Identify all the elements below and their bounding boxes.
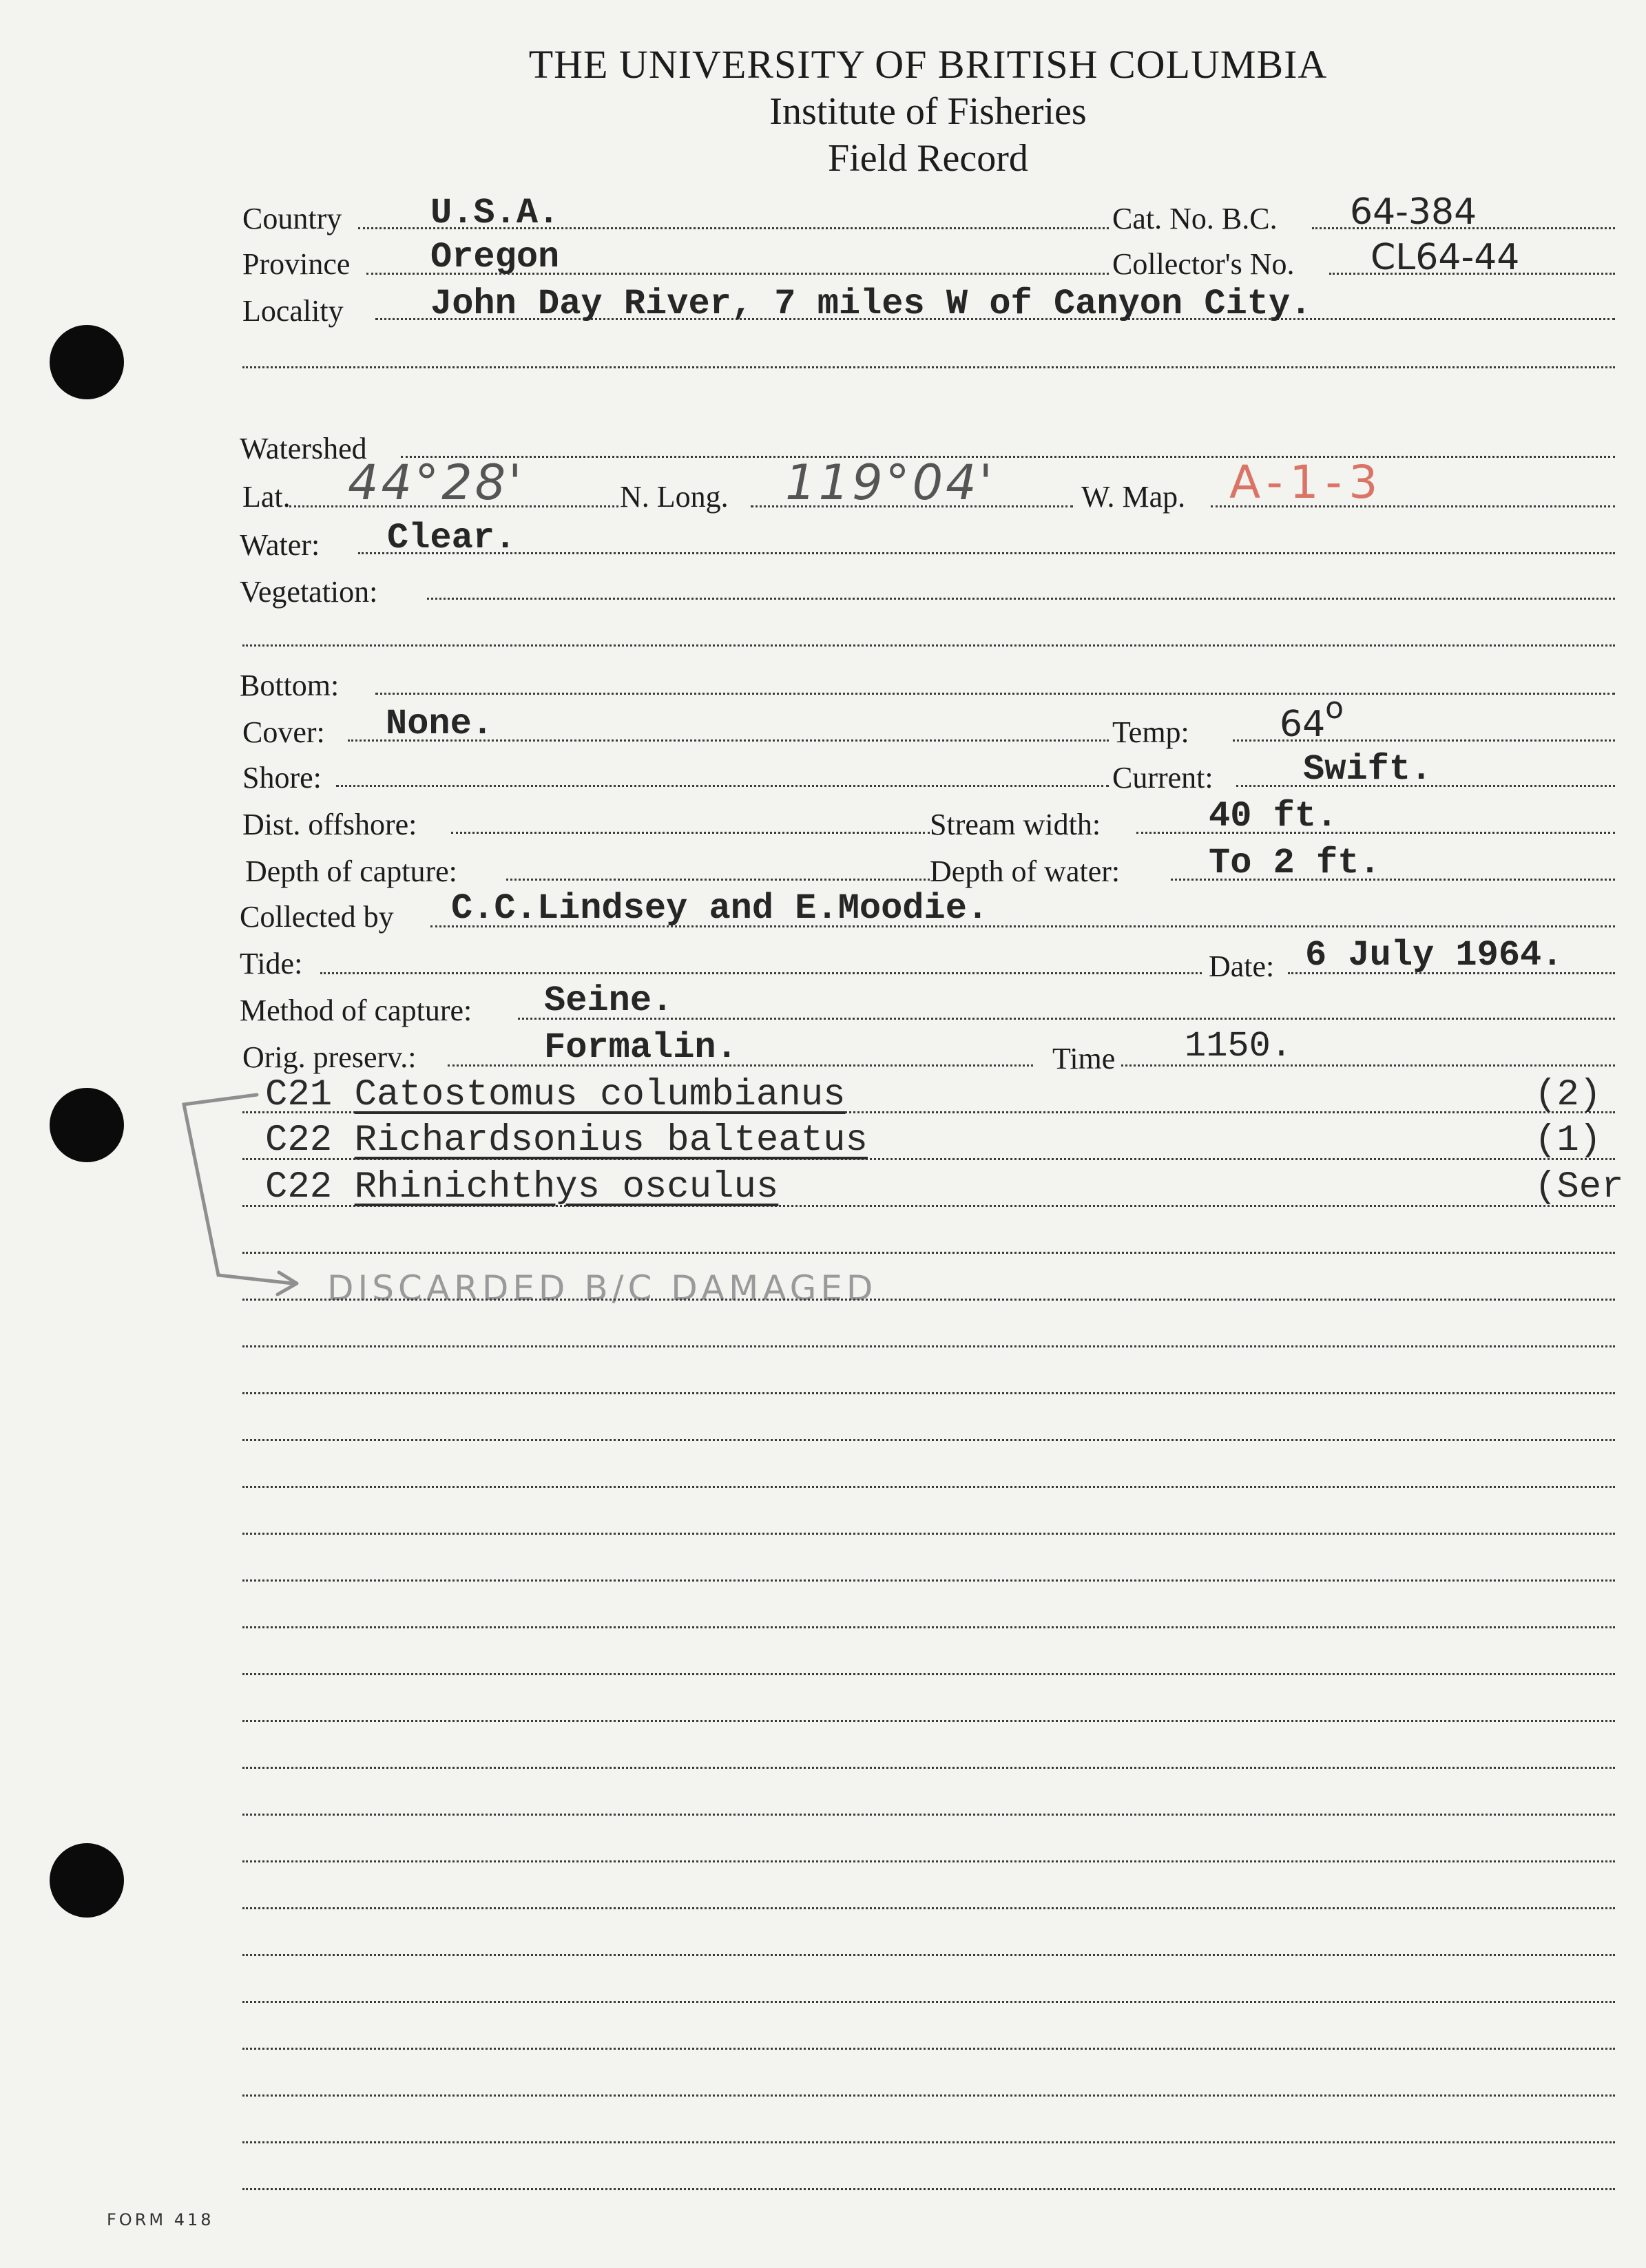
current-value: Swift.	[1303, 749, 1433, 790]
watershed-label: Watershed	[240, 432, 367, 465]
species-code-1: C21	[265, 1074, 333, 1116]
water-label: Water:	[240, 528, 320, 562]
form-number: FORM 418	[107, 2210, 214, 2229]
blank-line	[242, 1533, 1615, 1535]
blank-line	[242, 2094, 1615, 2097]
species-count-3: (Ser	[1534, 1166, 1624, 1208]
locality-value: John Day River, 7 miles W of Canyon City.	[430, 284, 1312, 324]
vegetation-line	[427, 598, 1615, 600]
lat-label: Lat.	[242, 480, 291, 514]
blank-line	[242, 1252, 1615, 1254]
pencil-bracket	[176, 1089, 313, 1310]
stream-width-label: Stream width:	[930, 808, 1101, 841]
blank-line	[242, 1814, 1615, 1816]
species-name-1: Catostomus columbianus	[354, 1074, 846, 1116]
blank-line	[242, 1299, 1615, 1301]
blank-line	[242, 2001, 1615, 2003]
bottom-label: Bottom:	[240, 669, 340, 702]
blank-line	[242, 1767, 1615, 1769]
bottom-line	[375, 693, 1615, 695]
watershed-line	[401, 456, 1615, 458]
province-label: Province	[242, 247, 351, 281]
depth-capture-label: Depth of capture:	[245, 854, 457, 888]
method-line	[518, 1018, 1615, 1020]
country-value: U.S.A.	[430, 193, 560, 233]
blank-line	[242, 1673, 1615, 1675]
orig-preserv-line	[448, 1064, 1033, 1067]
record-title: Field Record	[828, 137, 1028, 180]
blank-line	[242, 2048, 1615, 2050]
map-label: W. Map.	[1081, 480, 1186, 514]
temp-degree: o	[1325, 691, 1344, 726]
orig-preserv-value: Formalin.	[544, 1027, 738, 1068]
discarded-annotation: DISCARDED B/C DAMAGED	[327, 1268, 877, 1308]
institute-title: Institute of Fisheries	[769, 90, 1087, 133]
punch-hole-middle	[50, 1088, 124, 1162]
date-label: Date:	[1209, 949, 1275, 983]
blank-line	[242, 2188, 1615, 2190]
shore-label: Shore:	[242, 761, 322, 795]
cat-no-value: 64-384	[1350, 191, 1477, 233]
vegetation-line-2	[242, 644, 1615, 647]
stream-width-value: 40 ft.	[1209, 796, 1338, 837]
long-label: N. Long.	[620, 480, 729, 514]
species-count-1: (2)	[1534, 1074, 1602, 1116]
current-label: Current:	[1112, 761, 1213, 795]
depth-water-value: To 2 ft.	[1209, 843, 1381, 883]
collectors-no-label: Collector's No.	[1112, 247, 1295, 281]
blank-line	[242, 1860, 1615, 1862]
university-title: THE UNIVERSITY OF BRITISH COLUMBIA	[528, 42, 1328, 87]
vegetation-label: Vegetation:	[240, 575, 378, 609]
blank-line	[242, 1626, 1615, 1628]
species-entry-3	[265, 1166, 778, 1208]
time-label: Time	[1052, 1042, 1116, 1075]
punch-hole-top	[50, 325, 124, 399]
lat-value: 44°28'	[348, 454, 525, 511]
temp-value	[1280, 691, 1344, 745]
dist-offshore-label: Dist. offshore:	[242, 808, 417, 841]
locality-label: Locality	[242, 294, 344, 328]
species-name-3: Rhinichthys osculus	[354, 1166, 779, 1208]
cover-label: Cover:	[242, 715, 325, 749]
time-value: 1150.	[1185, 1026, 1293, 1067]
water-line	[358, 552, 1615, 554]
blank-line	[242, 1486, 1615, 1488]
province-value: Oregon	[430, 237, 560, 277]
species-name-2: Richardsonius balteatus	[354, 1120, 868, 1162]
cat-no-label: Cat. No. B.C.	[1112, 202, 1278, 235]
water-value: Clear.	[387, 518, 517, 558]
long-value: 119°04'	[785, 454, 995, 511]
blank-line	[242, 1954, 1615, 1956]
species-entry-2	[265, 1120, 868, 1162]
collected-by-label: Collected by	[240, 900, 394, 934]
shore-line	[336, 785, 1109, 787]
depth-capture-line	[506, 879, 930, 881]
blank-line	[242, 1907, 1615, 1909]
country-label: Country	[242, 202, 342, 235]
blank-line	[242, 1439, 1615, 1441]
temp-number: 64	[1280, 704, 1326, 745]
species-code-3: C22	[265, 1166, 333, 1208]
blank-line	[242, 1579, 1615, 1582]
blank-line	[242, 1392, 1615, 1394]
blank-line	[242, 1345, 1615, 1347]
species-code-2: C22	[265, 1120, 333, 1162]
method-value: Seine.	[544, 980, 674, 1021]
map-value: A-1-3	[1229, 456, 1385, 509]
collectors-no-value: CL64-44	[1371, 237, 1520, 278]
collected-by-value: C.C.Lindsey and E.Moodie.	[451, 888, 989, 929]
cover-value: None.	[386, 704, 494, 744]
temp-label: Temp:	[1112, 715, 1189, 749]
blank-line	[242, 2141, 1615, 2143]
tide-line	[320, 972, 1202, 974]
depth-water-label: Depth of water:	[930, 854, 1121, 888]
tide-label: Tide:	[240, 947, 303, 980]
date-value: 6 July 1964.	[1305, 935, 1563, 976]
blank-line	[242, 1720, 1615, 1722]
method-label: Method of capture:	[240, 994, 472, 1027]
punch-hole-bottom	[50, 1843, 124, 1918]
dist-offshore-line	[451, 832, 930, 834]
orig-preserv-label: Orig. preserv.:	[242, 1040, 417, 1074]
species-entry-1	[265, 1074, 846, 1116]
species-count-2: (1)	[1534, 1120, 1602, 1162]
locality-line-2	[242, 366, 1615, 368]
